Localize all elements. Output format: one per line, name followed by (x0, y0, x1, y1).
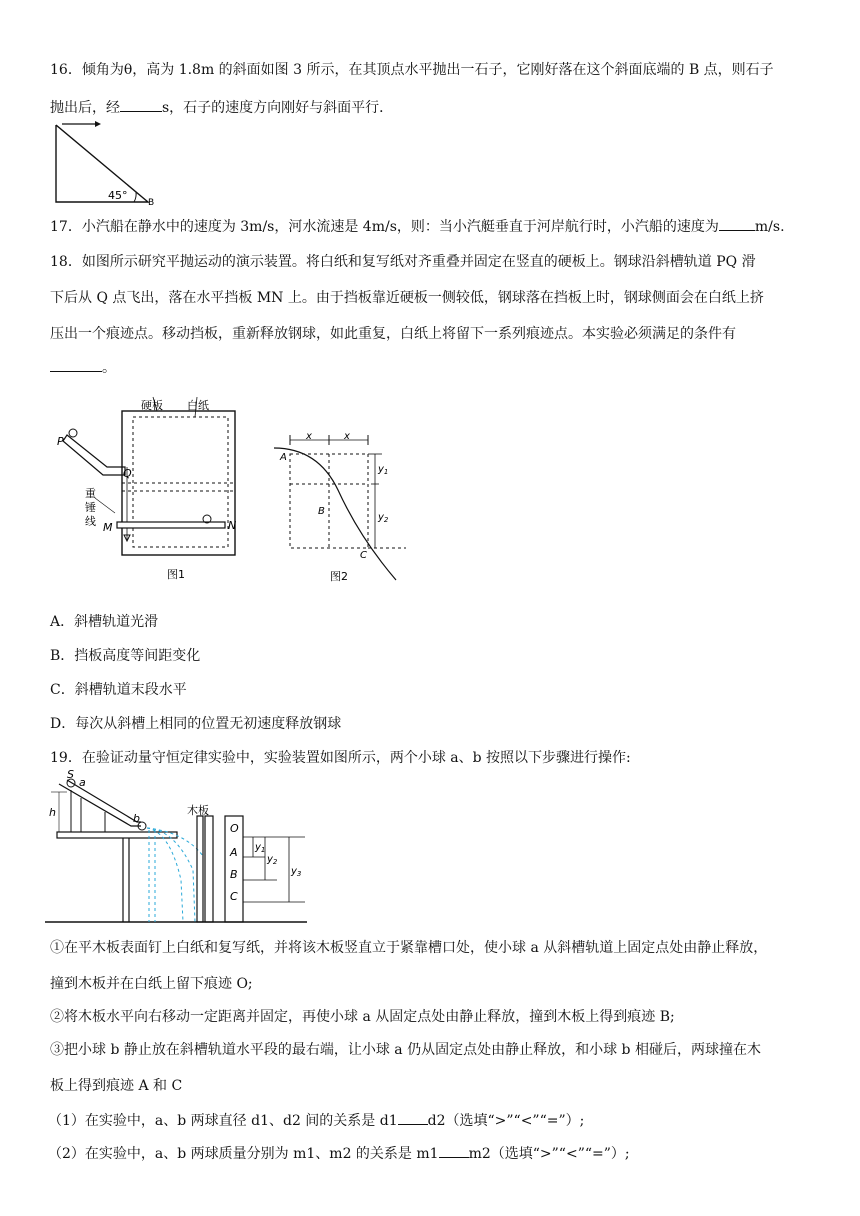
q18-option-c[interactable]: C．斜槽轨道末段水平 (50, 682, 187, 698)
fig1-plumb-2: 锤 (85, 501, 96, 514)
q19-sub2-answer-blank[interactable] (439, 1143, 469, 1158)
q19-step1-line1: ①在平木板表面钉上白纸和复写纸，并将该木板竖直立于紧靠槽口处，使小球 a 从斜槽轨道上固定点处由静止释放， (50, 940, 768, 956)
q19-apparatus-figure (45, 770, 315, 930)
fig1-label-m: M (103, 521, 113, 534)
q18-line1: 18．如图所示研究平抛运动的演示装置。将白纸和复写纸对齐重叠并固定在竖直的硬板上。钢球沿斜槽轨道 PQ 滑 (50, 254, 756, 270)
fig19-point-o: O (230, 822, 239, 835)
q18-option-b[interactable]: B．挡板高度等间距变化 (50, 648, 201, 664)
q16-line2 (50, 97, 393, 118)
fig1-label-q: Q (123, 467, 132, 480)
fig19-label-a: a (79, 776, 86, 789)
fig19-y1-label: $y_1$ (255, 842, 266, 854)
q19-sub2-text-b: m2（选填“>”“<”“=”）; (468, 1146, 630, 1162)
q19-intro: 19．在验证动量守恒定律实验中，实验装置如图所示，两个小球 a、b 按照以下步骤进行操作: (50, 750, 631, 766)
q19-step1-line2: 撞到木板并在白纸上留下痕迹 O; (50, 976, 253, 992)
fig1-plumb-3: 线 (85, 515, 96, 528)
q18-line2: 下后从 Q 点飞出，落在水平挡板 MN 上。由于挡板靠近硬板一侧较低，钢球落在挡板上时，钢球侧面会在白纸上挤 (50, 290, 764, 306)
q17-text: 17．小汽船在静水中的速度为 3m/s，河水流速是 4m/s，则：当小汽艇垂直于河岸航行时，小汽船的速度为 (50, 219, 719, 235)
q16-answer-blank[interactable] (120, 97, 162, 112)
q19-sub2-text-a: （2）在实验中，a、b 两球质量分别为 m1、m2 的关系是 m1 (48, 1146, 439, 1162)
q19-sub1-text-b: d2（选填“>”“<”“=”）; (427, 1113, 585, 1129)
q19-sub1-answer-blank[interactable] (398, 1110, 428, 1125)
q18-figure-2 (268, 430, 418, 585)
fig2-point-c: C (360, 550, 367, 561)
fig19-point-c: C (230, 890, 238, 903)
fig1-label-n: N (228, 519, 237, 532)
q19-sub2 (48, 1143, 630, 1164)
q16-text-a: 抛出后，经 (50, 100, 120, 116)
fig19-label-s: S (67, 770, 74, 781)
q18-line4 (50, 357, 116, 378)
fig2-x2-label: x (344, 431, 350, 442)
q19-sub1-text-a: （1）在实验中，a、b 两球直径 d1、d2 间的关系是 d1 (48, 1113, 398, 1129)
q16-point-b: B (148, 198, 155, 206)
q17-unit: m/s. (754, 219, 785, 235)
fig2-point-a: A (280, 452, 287, 463)
fig2-x1-label: x (306, 431, 312, 442)
q18-option-a[interactable]: A．斜槽轨道光滑 (50, 614, 159, 630)
q19-step3-line1: ③把小球 b 静止放在斜槽轨道水平段的最右端，让小球 a 仍从固定点处由静止释放，和小球 b 相碰后，两球撞在木 (50, 1042, 761, 1058)
fig2-y2-label: $y_2$ (378, 512, 389, 524)
fig1-paper-label: 白纸 (187, 399, 209, 412)
fig19-y2-label: $y_2$ (267, 854, 278, 866)
q16-incline-figure (50, 120, 162, 206)
fig19-label-h: h (49, 806, 56, 819)
fig19-y3-label: $y_3$ (291, 866, 302, 878)
fig1-plumb-1: 重 (85, 487, 96, 500)
q18-figure-1 (55, 395, 245, 585)
q18-period: 。 (102, 360, 116, 376)
q17-line (50, 216, 785, 237)
q19-sub1 (48, 1110, 584, 1131)
q19-step2: ②将木板水平向右移动一定距离并固定，再使小球 a 从固定点处由静止释放，撞到木板上得到痕迹 B; (50, 1009, 675, 1025)
fig1-hardboard-label: 硬板 (141, 399, 163, 412)
fig19-label-b: b (133, 812, 140, 825)
q18-answer-blank[interactable] (50, 357, 102, 372)
fig19-board-label: 木板 (187, 804, 209, 817)
q18-line3: 压出一个痕迹点。移动挡板，重新释放钢球，如此重复，白纸上将留下一系列痕迹点。本实验必须满足的条件有 (50, 326, 736, 342)
fig1-label-p: P (57, 435, 64, 448)
q17-answer-blank[interactable] (719, 216, 755, 231)
fig1-caption: 图1 (167, 568, 185, 581)
q18-option-d[interactable]: D．每次从斜槽上相同的位置无初速度释放钢球 (50, 716, 342, 732)
fig19-point-a: A (230, 846, 238, 859)
q19-step3-line2: 板上得到痕迹 A 和 C (50, 1078, 183, 1094)
q16-text-b: s，石子的速度方向刚好与斜面平行． (162, 100, 394, 116)
fig2-y1-label: $y_1$ (378, 464, 389, 476)
fig2-point-b: B (318, 506, 325, 517)
fig19-point-b: B (230, 868, 238, 881)
fig2-caption: 图2 (330, 570, 348, 583)
q16-line1: 16．倾角为θ，高为 1.8m 的斜面如图 3 所示，在其顶点水平抛出一石子，它刚好落在这个斜面底端的 B 点，则石子 (50, 62, 774, 78)
q16-angle-label: 45° (108, 189, 128, 202)
